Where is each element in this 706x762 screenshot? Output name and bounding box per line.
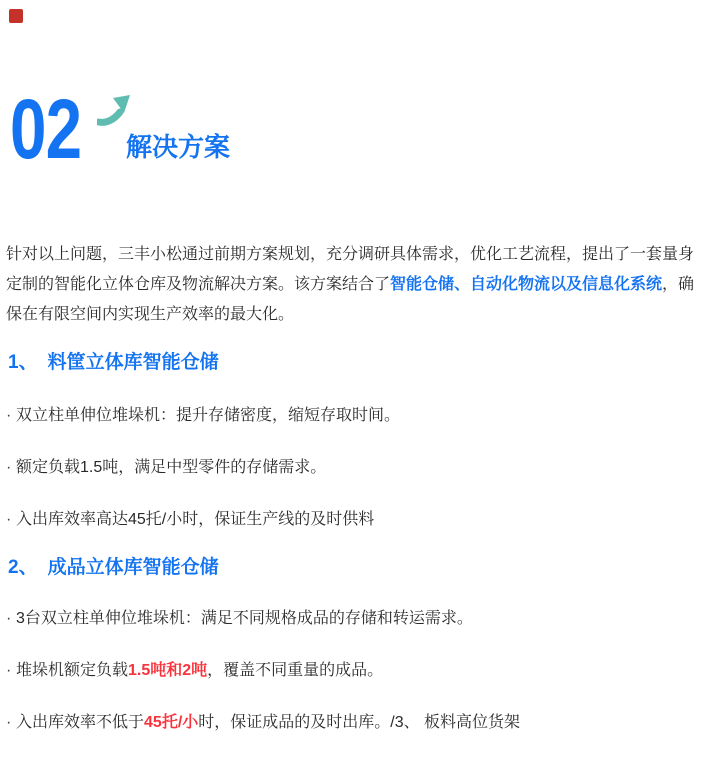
section-1-number: 1、 <box>8 352 38 373</box>
bullet-dot-icon: · <box>6 610 12 627</box>
intro-highlight: 智能仓储、自动化物流以及信息化系统 <box>390 276 663 293</box>
intro-line <box>6 300 702 330</box>
bullet-dot-icon: · <box>6 662 12 679</box>
intro-line <box>6 240 702 270</box>
up-right-arrow-icon <box>97 95 131 127</box>
bullet-dot-icon: · <box>6 511 12 528</box>
section-1-bullet-list <box>6 401 702 535</box>
section-2-heading <box>8 555 702 581</box>
section-2-number: 2、 <box>8 557 38 578</box>
section-2-title: 成品立体库智能仓储 <box>47 557 219 578</box>
bullet-text: 堆垛机额定负载1.5吨和2吨，覆盖不同重量的成品。 <box>16 662 384 679</box>
bullet-text: 3台双立柱单伸位堆垛机：满足不同规格成品的存储和转运需求。 <box>16 610 473 627</box>
page-title: 解决方案 <box>126 132 231 162</box>
list-item <box>6 656 702 686</box>
bullet-dot-icon: · <box>6 714 12 731</box>
intro-text: ，确 <box>662 276 695 293</box>
red-highlight: 45托/小 <box>144 714 199 731</box>
list-item <box>6 604 702 634</box>
intro-text: 定制的智能化立体仓库及物流解决方案。该方案结合了 <box>6 276 391 293</box>
bullet-dot-icon: · <box>6 407 12 424</box>
bullet-dot-icon: · <box>6 459 12 476</box>
article-body <box>0 240 706 738</box>
intro-paragraph <box>6 240 702 330</box>
intro-text: 针对以上问题，三丰小松通过前期方案规划，充分调研具体需求，优化工艺流程，提出了一套量身 <box>6 246 695 263</box>
bullet-text: 入出库效率不低于45托/小时，保证成品的及时出库。/3、 板料高位货架 <box>16 714 521 731</box>
section-2-bullet-list <box>6 604 702 738</box>
list-item <box>6 453 702 483</box>
list-item <box>6 505 702 535</box>
section-1-title: 料筐立体库智能仓储 <box>47 352 219 373</box>
bullet-text: 额定负载1.5吨，满足中型零件的存储需求。 <box>16 459 327 476</box>
list-item <box>6 401 702 431</box>
intro-text: 保在有限空间内实现生产效率的最大化。 <box>6 306 295 323</box>
list-item <box>6 708 702 738</box>
bullet-text: 双立柱单伸位堆垛机：提升存储密度，缩短存取时间。 <box>16 407 401 424</box>
section-hero <box>0 0 706 176</box>
section-number: 02 <box>10 82 82 176</box>
section-1-heading <box>8 350 702 376</box>
intro-line <box>6 270 702 300</box>
red-highlight: 1.5吨和2吨 <box>128 662 208 679</box>
bullet-text: 入出库效率高达45托/小时，保证生产线的及时供料 <box>16 511 375 528</box>
